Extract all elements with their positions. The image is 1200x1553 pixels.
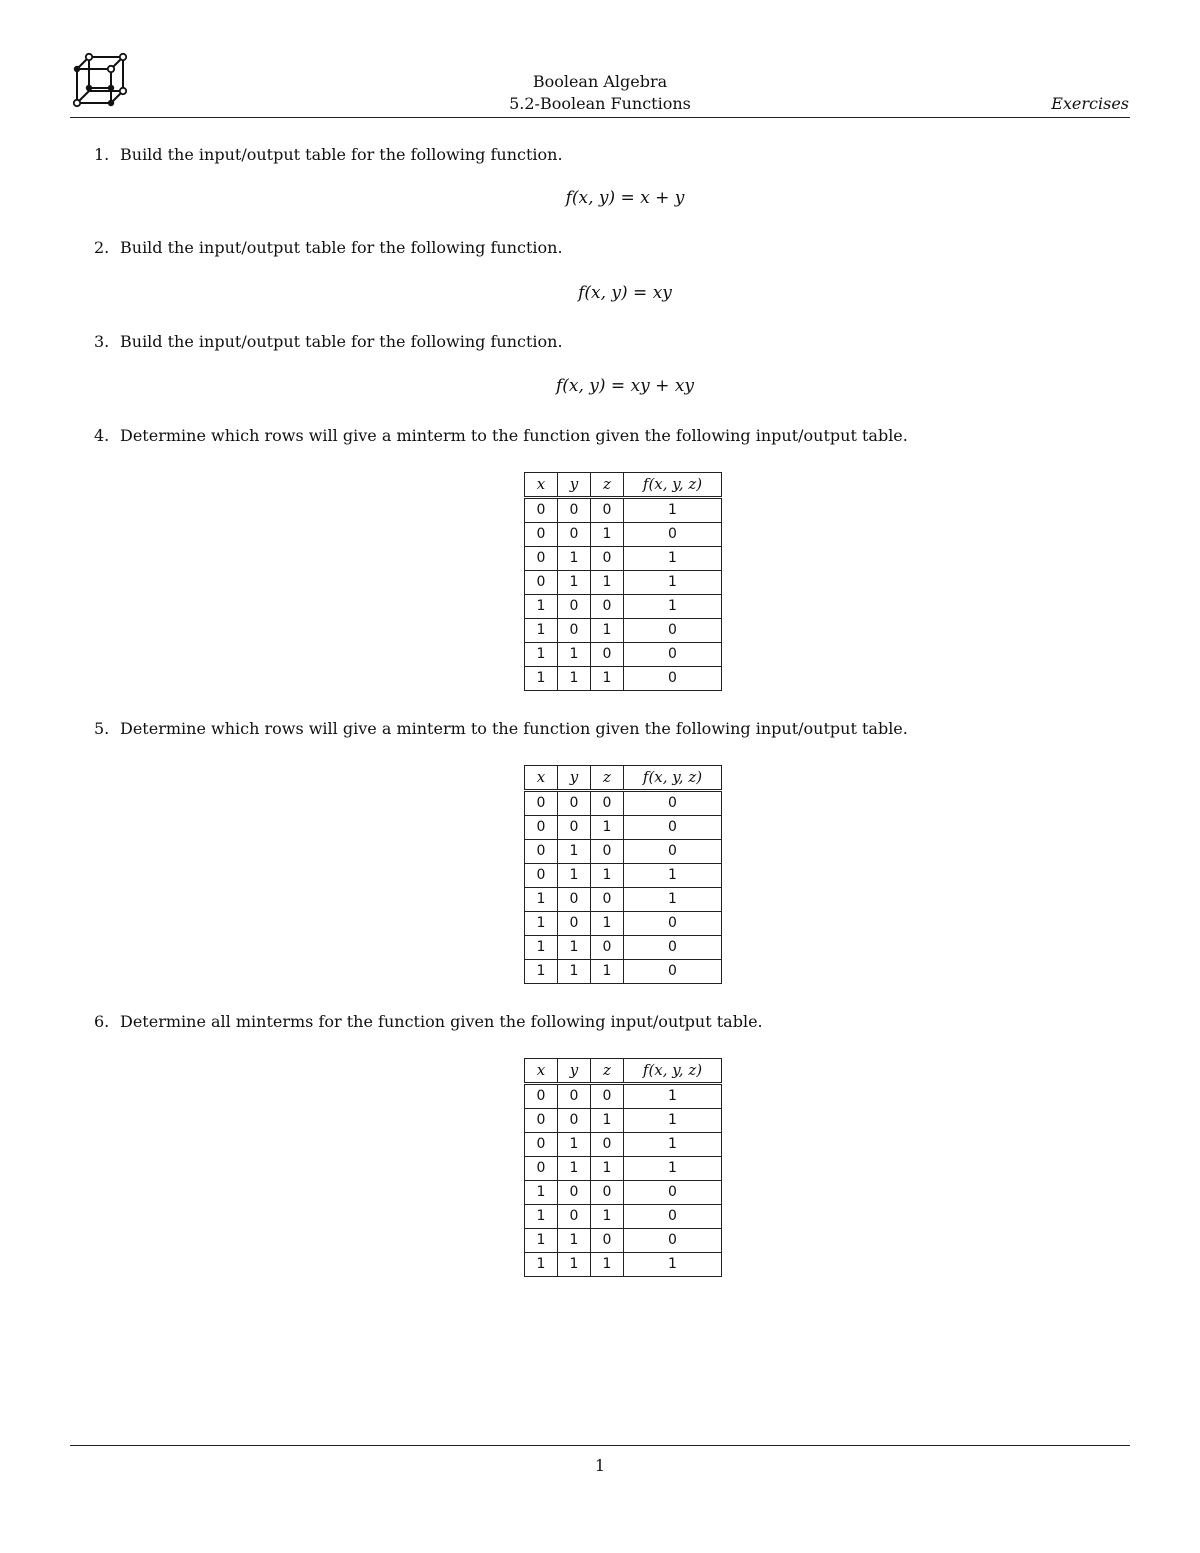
exercise-3 xyxy=(94,331,563,353)
table-cell: 0 xyxy=(525,571,558,595)
table-cell: 1 xyxy=(525,667,558,691)
table-cell: 0 xyxy=(624,1229,722,1253)
exercise-number: 2. xyxy=(94,238,110,257)
table-cell: 1 xyxy=(558,864,591,888)
table-cell: 1 xyxy=(558,643,591,667)
table-cell: 0 xyxy=(558,498,591,523)
column-header: x xyxy=(525,766,558,791)
table-cell: 0 xyxy=(591,840,624,864)
table-cell: 0 xyxy=(624,619,722,643)
exercise-number: 4. xyxy=(94,426,110,445)
exercise-text: Build the input/output table for the following function. xyxy=(120,238,563,257)
table-cell: 0 xyxy=(591,791,624,816)
truth-table-1 xyxy=(524,472,722,691)
table-cell: 1 xyxy=(525,1253,558,1277)
table-row xyxy=(525,619,722,643)
table-cell: 0 xyxy=(591,936,624,960)
table-cell: 0 xyxy=(624,936,722,960)
table-cell: 0 xyxy=(591,1084,624,1109)
formula-2: f(x, y) = xy xyxy=(578,283,672,303)
table-cell: 1 xyxy=(624,1253,722,1277)
table-cell: 0 xyxy=(624,960,722,984)
table-cell: 1 xyxy=(624,498,722,523)
table-cell: 0 xyxy=(558,791,591,816)
table-cell: 1 xyxy=(624,864,722,888)
column-header: f(x, y, z) xyxy=(624,766,722,791)
table-cell: 1 xyxy=(591,1157,624,1181)
column-header: y xyxy=(558,766,591,791)
table-cell: 1 xyxy=(624,1109,722,1133)
table-cell: 1 xyxy=(591,523,624,547)
table-cell: 1 xyxy=(591,960,624,984)
column-header: f(x, y, z) xyxy=(624,1059,722,1084)
table-cell: 0 xyxy=(525,1084,558,1109)
table-cell: 1 xyxy=(525,936,558,960)
table-cell: 0 xyxy=(624,791,722,816)
table-row xyxy=(525,1229,722,1253)
header-rule xyxy=(70,117,1130,118)
table-cell: 1 xyxy=(558,1133,591,1157)
table-cell: 1 xyxy=(558,667,591,691)
table-cell: 1 xyxy=(558,1253,591,1277)
table-cell: 0 xyxy=(591,498,624,523)
table-cell: 1 xyxy=(624,888,722,912)
table-cell: 1 xyxy=(525,912,558,936)
table-cell: 1 xyxy=(558,1157,591,1181)
table-row xyxy=(525,888,722,912)
table-row xyxy=(525,864,722,888)
column-header: z xyxy=(591,1059,624,1084)
table-cell: 0 xyxy=(624,816,722,840)
table-cell: 0 xyxy=(624,643,722,667)
table-cell: 0 xyxy=(558,523,591,547)
table-cell: 1 xyxy=(624,1133,722,1157)
table-row xyxy=(525,791,722,816)
table-row xyxy=(525,1253,722,1277)
table-cell: 1 xyxy=(624,595,722,619)
table-cell: 0 xyxy=(591,888,624,912)
table-cell: 0 xyxy=(591,1181,624,1205)
table-cell: 0 xyxy=(591,547,624,571)
exercise-4 xyxy=(94,425,908,447)
table-cell: 1 xyxy=(591,1109,624,1133)
table-row xyxy=(525,1133,722,1157)
table-cell: 1 xyxy=(558,1229,591,1253)
table-cell: 0 xyxy=(525,1133,558,1157)
table-cell: 0 xyxy=(624,912,722,936)
table-cell: 0 xyxy=(591,595,624,619)
exercise-text: Build the input/output table for the following function. xyxy=(120,332,563,351)
column-header: y xyxy=(558,473,591,498)
table-cell: 1 xyxy=(591,667,624,691)
table-cell: 0 xyxy=(525,523,558,547)
table-cell: 0 xyxy=(591,643,624,667)
exercise-number: 6. xyxy=(94,1012,110,1031)
table-cell: 0 xyxy=(558,816,591,840)
table-cell: 0 xyxy=(558,595,591,619)
table-cell: 1 xyxy=(591,816,624,840)
table-row xyxy=(525,523,722,547)
table-cell: 1 xyxy=(591,619,624,643)
exercise-number: 1. xyxy=(94,145,110,164)
table-cell: 0 xyxy=(525,791,558,816)
formula-1: f(x, y) = x + y xyxy=(565,188,685,208)
table-cell: 0 xyxy=(558,619,591,643)
table-cell: 1 xyxy=(525,1229,558,1253)
table-cell: 1 xyxy=(558,960,591,984)
document-title: Boolean Algebra xyxy=(532,72,668,91)
table-cell: 1 xyxy=(558,840,591,864)
table-cell: 1 xyxy=(624,1157,722,1181)
table-cell: 1 xyxy=(591,912,624,936)
table-row xyxy=(525,960,722,984)
exercise-text: Determine which rows will give a minterm to the function given the following input/output table. xyxy=(120,426,908,445)
table-row xyxy=(525,1205,722,1229)
table-cell: 1 xyxy=(591,864,624,888)
table-row xyxy=(525,936,722,960)
table-row xyxy=(525,1157,722,1181)
table-cell: 0 xyxy=(624,667,722,691)
section-title: 5.2-Boolean Functions xyxy=(509,94,691,113)
column-header: x xyxy=(525,1059,558,1084)
table-cell: 1 xyxy=(525,1205,558,1229)
truth-table-2 xyxy=(524,765,722,984)
table-cell: 1 xyxy=(624,547,722,571)
table-row xyxy=(525,1084,722,1109)
table-cell: 1 xyxy=(558,571,591,595)
table-cell: 1 xyxy=(591,1253,624,1277)
exercise-number: 3. xyxy=(94,332,110,351)
table-row xyxy=(525,498,722,523)
table-cell: 0 xyxy=(558,1205,591,1229)
table-row xyxy=(525,912,722,936)
column-header: z xyxy=(591,473,624,498)
table-cell: 0 xyxy=(624,1181,722,1205)
table-cell: 1 xyxy=(525,888,558,912)
table-cell: 0 xyxy=(591,1229,624,1253)
table-cell: 0 xyxy=(558,912,591,936)
table-cell: 0 xyxy=(525,498,558,523)
table-cell: 1 xyxy=(525,595,558,619)
table-cell: 0 xyxy=(558,1109,591,1133)
table-row xyxy=(525,816,722,840)
truth-table-3 xyxy=(524,1058,722,1277)
table-cell: 0 xyxy=(624,523,722,547)
table-row xyxy=(525,643,722,667)
table-cell: 0 xyxy=(525,816,558,840)
table-cell: 1 xyxy=(558,936,591,960)
table-row xyxy=(525,547,722,571)
footer-rule xyxy=(70,1445,1130,1446)
column-header: y xyxy=(558,1059,591,1084)
exercise-text: Determine all minterms for the function given the following input/output table. xyxy=(120,1012,763,1031)
table-row xyxy=(525,571,722,595)
table-row xyxy=(525,595,722,619)
exercises-label: Exercises xyxy=(1051,94,1129,113)
table-cell: 0 xyxy=(624,1205,722,1229)
table-row xyxy=(525,1181,722,1205)
column-header: z xyxy=(591,766,624,791)
exercise-1 xyxy=(94,144,563,166)
table-cell: 1 xyxy=(525,960,558,984)
table-row xyxy=(525,1109,722,1133)
exercise-5 xyxy=(94,718,908,740)
table-row xyxy=(525,840,722,864)
exercise-text: Build the input/output table for the following function. xyxy=(120,145,563,164)
column-header: x xyxy=(525,473,558,498)
table-row xyxy=(525,667,722,691)
table-cell: 1 xyxy=(624,1084,722,1109)
table-cell: 1 xyxy=(624,571,722,595)
formula-3: f(x, y) = xy + xy xyxy=(555,376,695,396)
exercise-text: Determine which rows will give a minterm to the function given the following input/output table. xyxy=(120,719,908,738)
page-number: 1 xyxy=(594,1456,606,1475)
table-cell: 0 xyxy=(591,1133,624,1157)
table-cell: 1 xyxy=(525,1181,558,1205)
table-cell: 0 xyxy=(525,864,558,888)
column-header: f(x, y, z) xyxy=(624,473,722,498)
table-cell: 1 xyxy=(591,571,624,595)
table-cell: 0 xyxy=(525,840,558,864)
table-cell: 0 xyxy=(624,840,722,864)
table-cell: 1 xyxy=(525,619,558,643)
table-cell: 0 xyxy=(558,1181,591,1205)
table-cell: 0 xyxy=(558,888,591,912)
table-cell: 0 xyxy=(525,547,558,571)
exercise-2 xyxy=(94,237,563,259)
table-cell: 1 xyxy=(591,1205,624,1229)
table-cell: 1 xyxy=(558,547,591,571)
exercise-number: 5. xyxy=(94,719,110,738)
table-cell: 0 xyxy=(525,1157,558,1181)
table-cell: 0 xyxy=(525,1109,558,1133)
table-cell: 0 xyxy=(558,1084,591,1109)
table-cell: 1 xyxy=(525,643,558,667)
exercise-6 xyxy=(94,1011,763,1033)
